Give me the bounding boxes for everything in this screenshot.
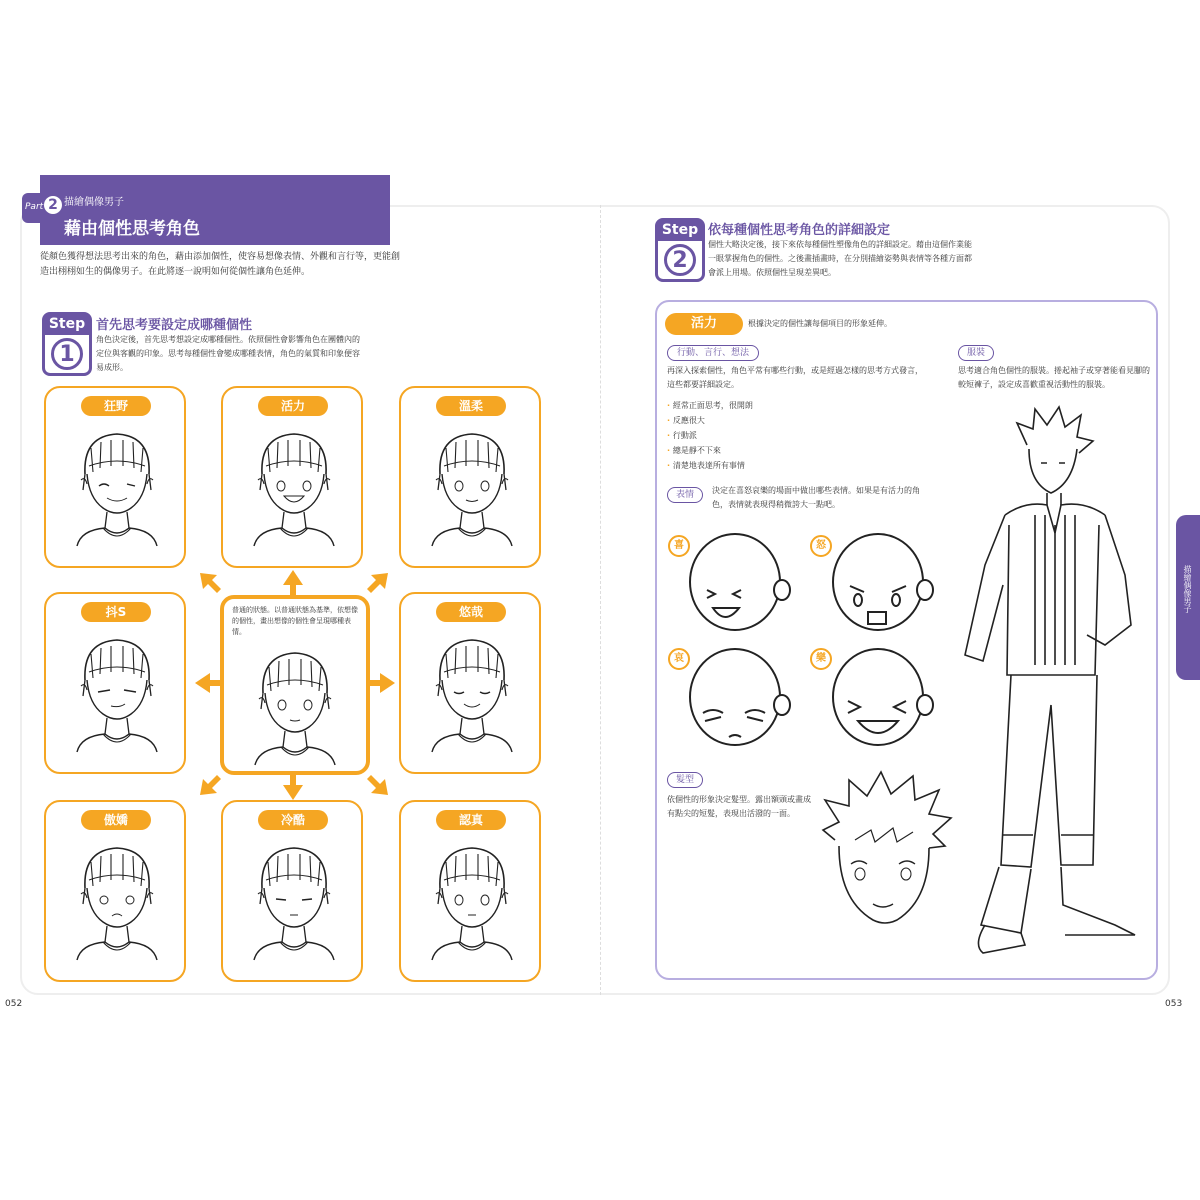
chapter-side-tab [1176,515,1200,680]
arrow-left-icon [195,673,220,693]
arrow-right-icon [370,673,395,693]
clothing-text: 思考適合角色個性的服裝。捲起袖子或穿著能看見腳的較短褲子，設定成喜歡重視活動性的服裝。 [958,366,1150,389]
neutral-description: 普通的狀態。以普通狀態為基準，依想像的個性，畫出想像的個性會呈現哪種表情。 [232,606,358,636]
trait-description: 根據決定的個性讓每個項目的形象延伸。 [748,319,892,328]
step1-label: Step [45,315,89,335]
expression-label: 表情 [667,487,703,503]
card-label: 傲嬌 [81,810,151,830]
arrow-downright-icon [367,775,388,795]
part-label: Part [25,202,44,212]
list-item: · 清楚地表達所有事情 [667,458,753,473]
section-title: 藉由個性思考角色 [64,219,200,239]
personality-card-serious [399,800,541,982]
face-drawing [422,428,522,553]
arrow-upleft-icon [200,573,221,593]
card-label: 悠哉 [436,602,506,622]
step1-badge [42,312,92,376]
step1-number: 1 [51,338,83,370]
intro-paragraph: 從顏色獲得想法思考出來的角色，藉由添加個性，使容易想像表情、外觀和言行等，更能創造出栩栩如生的偶像男子。在此將逐一說明如何從個性讓角色延伸。 [40,252,401,277]
step2-label: Step [658,221,702,241]
personality-card-tsundere [44,800,186,982]
emotion-anger-label: 怒 [810,535,832,557]
face-drawing [244,428,344,553]
arrow-up-icon [283,570,303,595]
step1-title: 首先思考要設定成哪種個性 [96,318,253,333]
step2-badge [655,218,705,282]
face-drawing [67,428,167,553]
card-label: 溫柔 [436,396,506,416]
trait-label: 活力 [665,313,743,335]
face-drawing [67,634,167,759]
face-drawing [422,842,522,967]
emotion-sorrow-label: 哀 [668,648,690,670]
personality-card-sadistic [44,592,186,774]
step2-title: 依每種個性思考角色的詳細設定 [708,223,891,238]
hairstyle-label: 髮型 [667,772,703,788]
clothing-label: 服裝 [958,345,994,361]
page-number-right: 053 [1165,999,1183,1009]
hairstyle-text: 依個性的形象決定髮型。露出額頭或畫成有點尖的短髮，表現出活潑的一面。 [667,795,811,818]
card-label: 活力 [258,396,328,416]
full-body-character-drawing [955,405,1155,965]
section-subtitle: 描繪偶像男子 [64,197,124,208]
hairstyle-head-drawing [815,770,955,940]
behavior-text: 再深入探索個性，角色平常有哪些行動，或是經過怎樣的思考方式發言，這些都要詳細設定。 [667,366,923,389]
part-badge [22,193,64,223]
personality-card-energetic [221,386,363,568]
personality-card-cool [221,800,363,982]
step1-description: 角色決定後，首先思考想設定成哪種個性。依照個性會影響角色在團體內的定位與客觀的印象。思考每種個性會變成哪種表情，角色的氣質和印象便容易成形。 [96,335,360,372]
step2-description: 個性大略決定後，接下來依每種個性塑像角色的詳細設定。藉由這個作業能一眼掌握角色的個性。之後畫插畫時，在分別描繪姿勢與表情等各種方面都會派上用場。依照個性呈現差異吧。 [708,240,972,277]
card-label: 抖S [81,602,151,622]
face-drawing [244,842,344,967]
personality-card-gentle [399,386,541,568]
side-tab-label: 描繪偶像男子 [1183,565,1192,613]
list-item: · 總是靜不下來 [667,443,753,458]
emotion-fun-label: 樂 [810,648,832,670]
emotion-anger-face [828,530,938,640]
emotion-sorrow-face [685,645,795,755]
face-drawing [422,634,522,759]
arrow-upright-icon [367,573,388,593]
page-divider [600,205,601,995]
arrow-downleft-icon [200,775,221,795]
emotion-joy-label: 喜 [668,535,690,557]
list-item: · 反應很大 [667,413,753,428]
list-item: · 經常正面思考，很開朗 [667,398,753,413]
expression-text: 決定在喜怒哀樂的場面中做出哪些表情。如果是有活力的角色，表情就表現得稍微誇大一點吧。 [712,486,920,509]
card-label: 認真 [436,810,506,830]
face-drawing [67,842,167,967]
page-number-left: 052 [5,999,23,1009]
emotion-joy-face [685,530,795,640]
card-label: 狂野 [81,396,151,416]
emotion-fun-face [828,645,938,755]
list-item: · 行動派 [667,428,753,443]
direction-arrows [195,565,395,805]
behavior-bullet-list [667,398,753,473]
personality-card-wild [44,386,186,568]
arrow-down-icon [283,775,303,800]
card-label: 冷酷 [258,810,328,830]
part-number: 2 [44,196,62,214]
step2-number: 2 [664,244,696,276]
personality-card-laidback [399,592,541,774]
behavior-label: 行動、言行、想法 [667,345,759,361]
